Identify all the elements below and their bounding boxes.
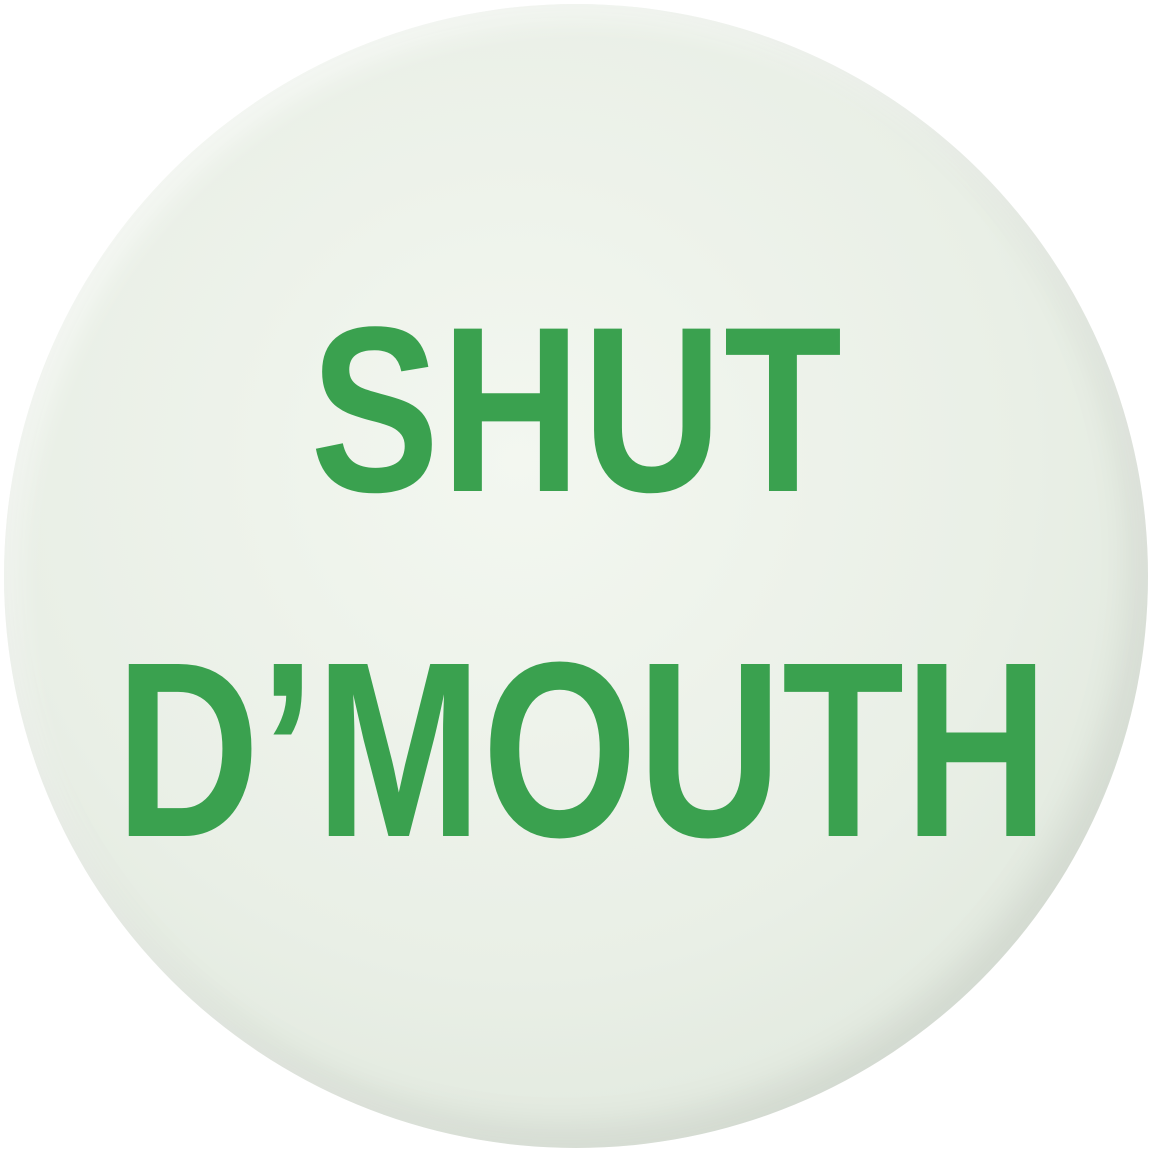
slogan-line-shut: SHUT — [310, 278, 844, 542]
slogan-line-dmouth: D’MOUTH — [115, 610, 1049, 889]
button-face — [4, 4, 1148, 1148]
